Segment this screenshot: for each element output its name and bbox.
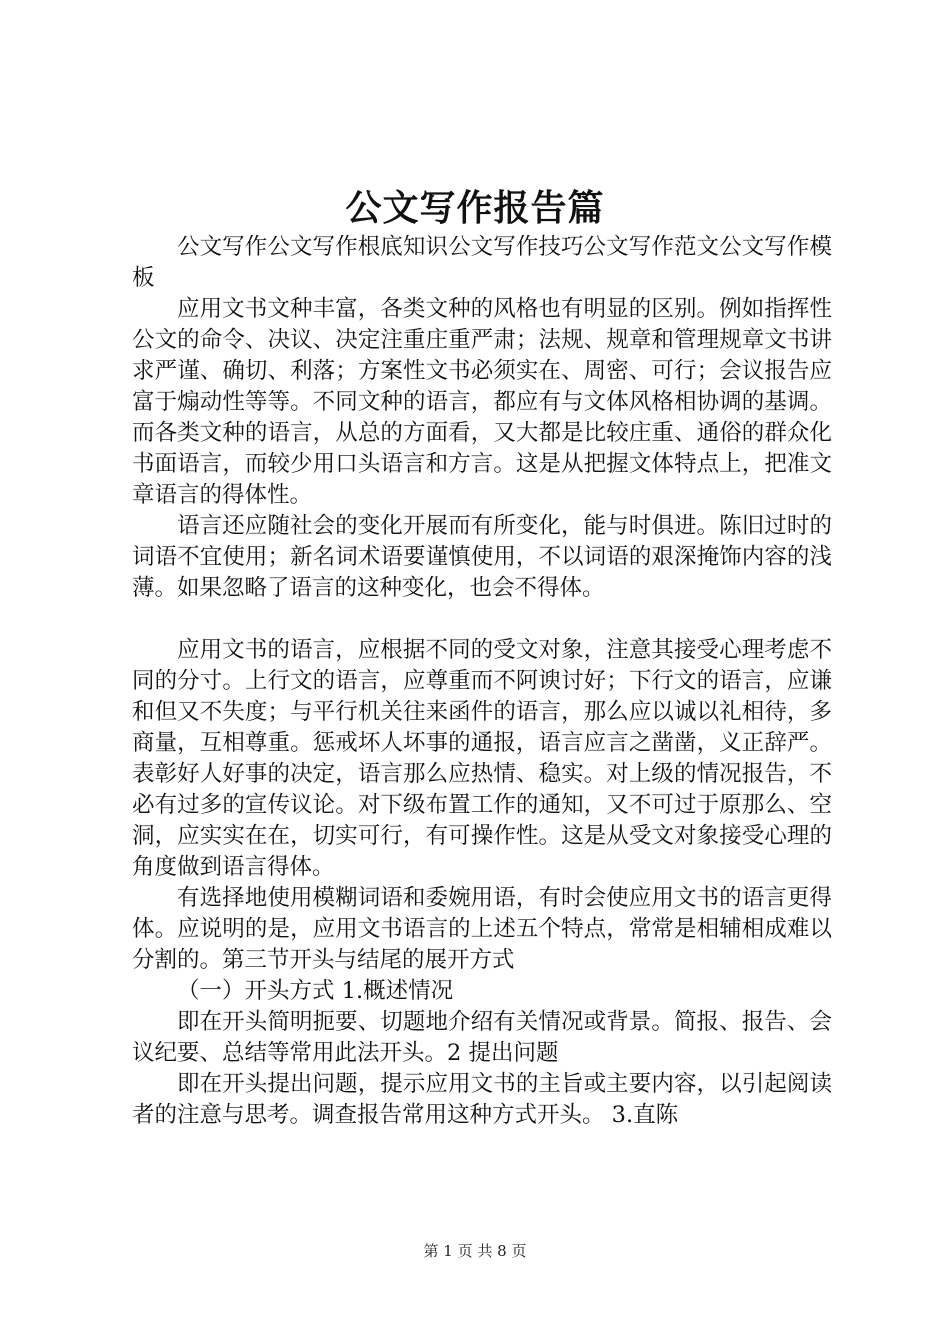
section-heading-opening: （一）开头方式 1.概述情况 (177, 978, 454, 1004)
paragraph-question: 即在开头提出问题，提示应用文书的主旨或主要内容，以引起阅读者的注意与思考。调查报告常用这种方式开头。 3.直陈 (132, 1071, 832, 1128)
document-body (132, 232, 832, 1131)
paragraph-audience: 应用文书的语言，应根据不同的受文对象，注意其接受心理考虑不同的分寸。上行文的语言，应尊重而不阿谀讨好；下行文的语言，应谦和但又不失度；与平行机关往来函件的语言，那么应以诚以礼相待，多商量，互相尊重。惩戒坏人坏事的通报，语言应言之凿凿，义正辞严。表彰好人好事的决定，语言那么应热情、稳实。对上级的情况报告，不必有过多的宣传议论。对下级布置工作的通知，又不可过于原那么、空洞，应实实在在，切实可行，有可操作性。这是从受文对象接受心理的角度做到语言得体。 (132, 637, 832, 880)
paragraph-change: 语言还应随社会的变化开展而有所变化，能与时俱进。陈旧过时的词语不宜使用；新名词术语要谨慎使用，不以词语的艰深掩饰内容的浅薄。如果忽略了语言的这种变化，也会不得体。 (132, 513, 832, 601)
page-footer: 第 1 页 共 8 页 (423, 1242, 527, 1260)
paragraph-fuzzy-words: 有选择地使用模糊词语和委婉用语，有时会使应用文书的语言更得体。应说明的是，应用文书语言的上述五个特点，常常是相辅相成难以分割的。第三节开头与结尾的展开方式 (132, 885, 832, 973)
paragraph-overview: 即在开头简明扼要、切题地介绍有关情况或背景。简报、报告、会议纪要、总结等常用此法开头。2 提出问题 (132, 1009, 832, 1066)
document-title: 公文写作报告篇 (345, 187, 605, 229)
paragraph-keywords: 公文写作公文写作根底知识公文写作技巧公文写作范文公文写作模板 (132, 234, 832, 291)
paragraph-style: 应用文书文种丰富，各类文种的风格也有明显的区别。例如指挥性公文的命令、决议、决定注重庄重严肃；法规、规章和管理规章文书讲求严谨、确切、利落；方案性文书必须实在、周密、可行；会议报告应富于煽动性等等。不同文种的语言，都应有与文体风格相协调的基调。而各类文种的语言，从总的方面看，又大都是比较庄重、通俗的群众化书面语言，而较少用口头语言和方言。这是从把握文体特点上，把准文章语言的得体性。 (132, 296, 832, 508)
